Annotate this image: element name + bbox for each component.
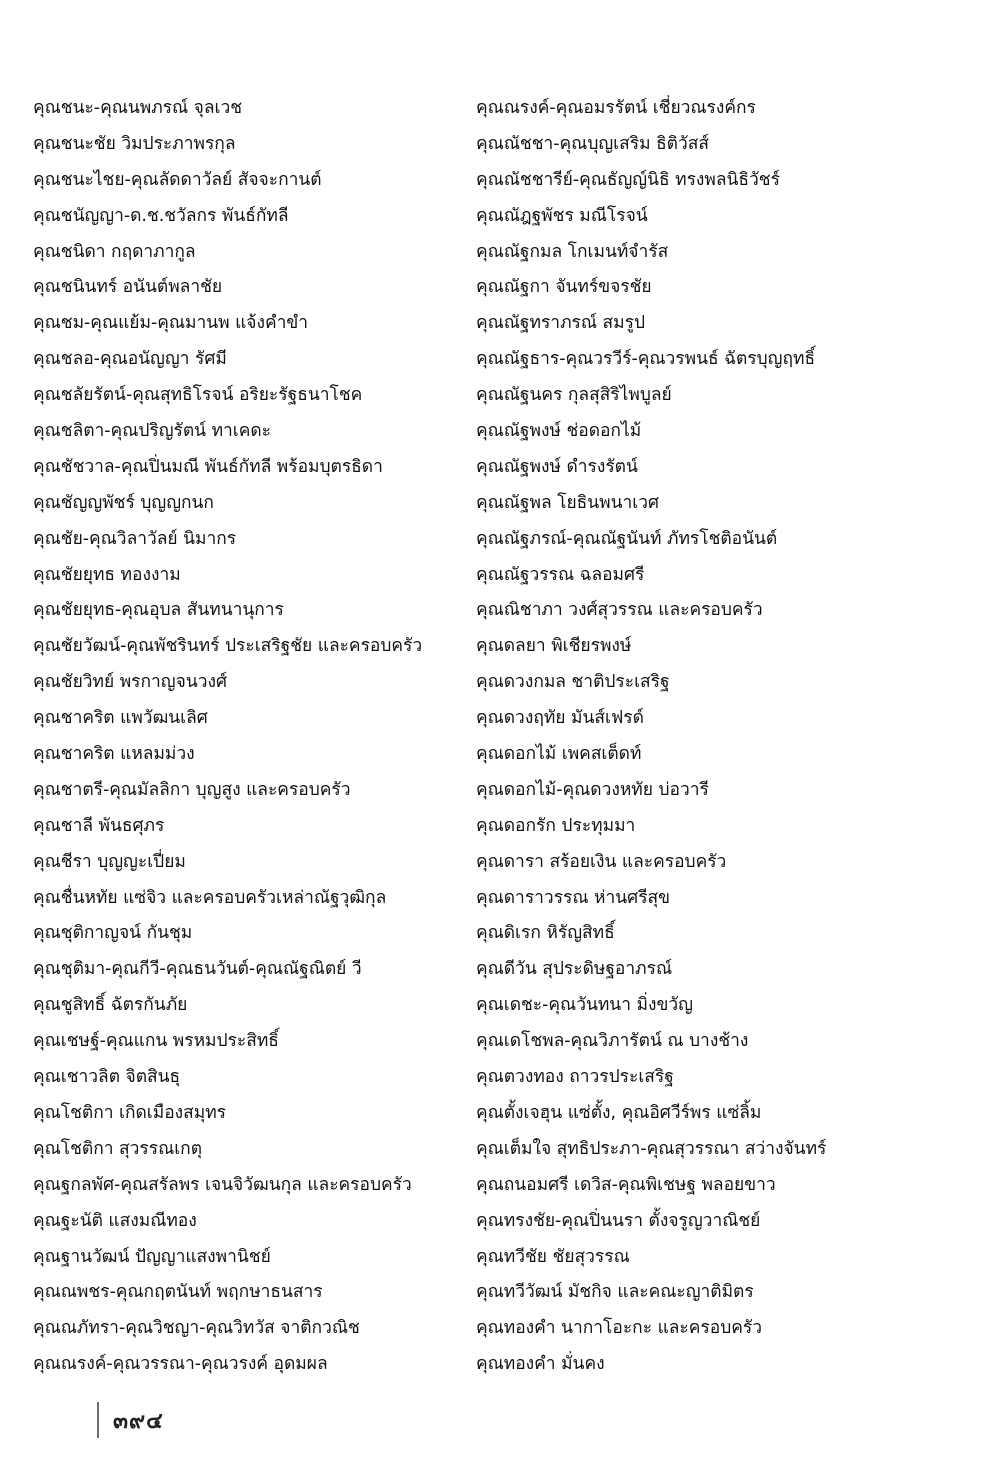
name-entry: คุณดาราวรรณ ห่านศรีสุข — [476, 887, 671, 908]
name-entry: คุณดลยา พิเชียรพงษ์ — [476, 636, 632, 657]
name-entry: คุณเดโชพล-คุณวิภารัตน์ ณ บางช้าง — [476, 1031, 749, 1052]
name-entry: คุณณัฐธาร-คุณวรวีร์-คุณวรพนธ์ ฉัตรบุญฤทธิ์ — [476, 349, 816, 370]
name-entry: คุณณรงค์-คุณวรรณา-คุณวรงค์ อุดมผล — [33, 1354, 328, 1375]
name-entry: คุณตวงทอง ถาวรประเสริฐ — [476, 1067, 674, 1088]
page-number: ๓๙๔ — [113, 1408, 164, 1434]
name-entry: คุณชม-คุณแย้ม-คุณมานพ แจ้งคำขำ — [33, 313, 309, 334]
name-entry: คุณณภัทรา-คุณวิชญา-คุณวิทวัส จาติกวณิช — [33, 1318, 360, 1339]
name-entry: คุณชูสิทธิ์ ฉัตรกันภัย — [33, 995, 188, 1016]
name-entry: คุณเดชะ-คุณวันทนา มิ่งขวัญ — [476, 995, 693, 1016]
name-entry: คุณดีวัน สุประดิษฐอาภรณ์ — [476, 959, 673, 980]
name-entry: คุณณัชชารีย์-คุณธัญญ์นิธิ ทรงพลนิธิวัชร์ — [476, 169, 780, 190]
name-entry: คุณเต็มใจ สุทธิประภา-คุณสุวรรณา สว่างจันทร์ — [476, 1138, 827, 1159]
name-entry: คุณชนัญญา-ด.ช.ชวัลกร พันธ์กัทลี — [33, 205, 289, 226]
name-entry: คุณทวีชัย ชัยสุวรรณ — [476, 1246, 630, 1267]
name-entry: คุณณรงค์-คุณอมรรัตน์ เชี่ยวณรงค์กร — [476, 98, 756, 118]
name-entry: คุณฐานวัฒน์ ปัญญาแสงพานิชย์ — [33, 1246, 271, 1267]
footer-divider — [97, 1402, 99, 1438]
name-entry: คุณชลอ-คุณอนัญญา รัศมี — [33, 349, 227, 370]
name-entry: คุณทรงชัย-คุณปิ่นนรา ตั้งจรูญวาณิชย์ — [476, 1210, 761, 1231]
name-entry: คุณดอกรัก ประทุมมา — [476, 815, 636, 836]
name-entry: คุณชัย-คุณวิลาวัลย์ นิมากร — [33, 528, 237, 549]
name-entry: คุณณัฎฐพัชร มณีโรจน์ — [476, 205, 648, 226]
name-entry: คุณดารา สร้อยเงิน และครอบครัว — [476, 851, 727, 872]
name-entry: คุณตั้งเจฮุน แซ่ตั้ง, คุณอิศวีร์พร แซ่ลิ้ม — [476, 1102, 762, 1123]
name-entry: คุณเชาวลิต จิตสินธุ — [33, 1067, 181, 1088]
name-entry: คุณชนะไชย-คุณลัดดาวัลย์ สัจจะกานต์ — [33, 169, 322, 190]
name-entry: คุณชีรา บุญญะเปี่ยม — [33, 851, 186, 872]
name-entry: คุณณัฐพล โยธินพนาเวศ — [476, 492, 660, 513]
name-entry: คุณณัฐกา จันทร์ขจรชัย — [476, 277, 652, 298]
name-entry: คุณชนะชัย วิมประภาพรกุล — [33, 133, 236, 154]
name-entry: คุณชาคริต แพวัฒนเลิศ — [33, 708, 208, 729]
name-entry: คุณฐกลพัศ-คุณสรัลพร เจนจิวัฒนกุล และครอบครัว — [33, 1174, 412, 1195]
name-entry: คุณถนอมศรี เดวิส-คุณพิเชษฐ พลอยขาว — [476, 1174, 776, 1195]
name-entry: คุณณัฐภรณ์-คุณณัฐนันท์ ภัทรโชติอนันต์ — [476, 528, 778, 549]
name-entry: คุณทวีวัฒน์ มัชกิจ และคณะญาติมิตร — [476, 1282, 754, 1303]
name-entry: คุณณิชาภา วงศ์สุวรรณ และครอบครัว — [476, 600, 763, 621]
name-entry: คุณชลัยรัตน์-คุณสุทธิโรจน์ อริยะรัฐธนาโชค — [33, 385, 363, 406]
name-entry: คุณณัฐนคร กุลสุสิริไพบูลย์ — [476, 385, 672, 406]
name-entry: คุณชาคริต แหลมม่วง — [33, 744, 195, 765]
name-entry: คุณชนิดา กฤดาภากูล — [33, 241, 196, 262]
name-entry: คุณดิเรก หิรัญสิทธิ์ — [476, 923, 615, 944]
name-entry: คุณดอกไม้-คุณดวงหทัย บ่อวารี — [476, 779, 709, 800]
name-entry: คุณณัฐทราภรณ์ สมรูป — [476, 313, 645, 334]
name-entry: คุณชาลี พันธศุภร — [33, 815, 165, 836]
name-entry: คุณชลิตา-คุณปริญรัตน์ ทาเคดะ — [33, 421, 272, 442]
name-entry: คุณชัยยุทธ-คุณอุบล สันทนานุการ — [33, 600, 284, 621]
name-entry: คุณดวงกมล ชาติประเสริฐ — [476, 672, 670, 693]
name-entry: คุณณัชชา-คุณบุญเสริม ธิติวัสส์ — [476, 133, 709, 154]
name-entry: คุณเชษฐ์-คุณแกน พรหมประสิทธิ์ — [33, 1031, 279, 1052]
name-entry: คุณชุติกาญจน์ กันชุม — [33, 923, 193, 944]
name-entry: คุณชัยวัฒน์-คุณพัชรินทร์ ประเสริฐชัย และครอบครัว — [33, 636, 423, 657]
name-entry: คุณชัยวิทย์ พรกาญจนวงศ์ — [33, 672, 227, 693]
name-entry: คุณชุติมา-คุณกีวี-คุณธนวันต์-คุณณัฐณิตย์ วี — [33, 959, 362, 980]
name-list-left-column — [33, 91, 473, 1383]
name-entry: คุณชนะ-คุณนพภรณ์ จุลเวช — [33, 98, 243, 118]
name-entry: คุณโชติกา สุวรรณเกตุ — [33, 1138, 202, 1159]
name-entry: คุณณัฐกมล โกเมนท์จำรัส — [476, 241, 669, 262]
name-entry: คุณโชติกา เกิดเมืองสมุทร — [33, 1102, 227, 1123]
name-entry: คุณฐะนัติ แสงมณีทอง — [33, 1210, 197, 1231]
name-entry: คุณชัยยุทธ ทองงาม — [33, 564, 181, 585]
name-entry: คุณทองคำ นากาโอะกะ และครอบครัว — [476, 1318, 762, 1339]
name-entry: คุณชนินทร์ อนันต์พลาชัย — [33, 277, 223, 298]
name-entry: คุณดวงฤทัย มันส์เฟรด์ — [476, 708, 644, 729]
name-entry: คุณดอกไม้ เพคสเต็ดท์ — [476, 744, 642, 765]
name-entry: คุณชัญญพัชร์ บุญญกนก — [33, 492, 214, 513]
name-entry: คุณชัชวาล-คุณปิ่นมณี พันธ์กัทลี พร้อมบุตรธิดา — [33, 456, 383, 477]
name-entry: คุณทองคำ มั่นคง — [476, 1354, 605, 1375]
name-entry: คุณชื่นหทัย แซ่จิว และครอบครัวเหล่าณัฐวุฒิกุล — [33, 887, 387, 908]
name-entry: คุณณพชร-คุณกฤตนันท์ พฤกษาธนสาร — [33, 1282, 323, 1303]
name-entry: คุณชาตรี-คุณมัลลิกา บุญสูง และครอบครัว — [33, 779, 351, 800]
name-entry: คุณณัฐพงษ์ ช่อดอกไม้ — [476, 421, 642, 442]
page-footer — [97, 1400, 164, 1440]
name-entry: คุณณัฐพงษ์ ดำรงรัตน์ — [476, 456, 638, 477]
name-entry: คุณณัฐวรรณ ฉลอมศรี — [476, 564, 645, 585]
name-list-right-column — [476, 91, 976, 1383]
